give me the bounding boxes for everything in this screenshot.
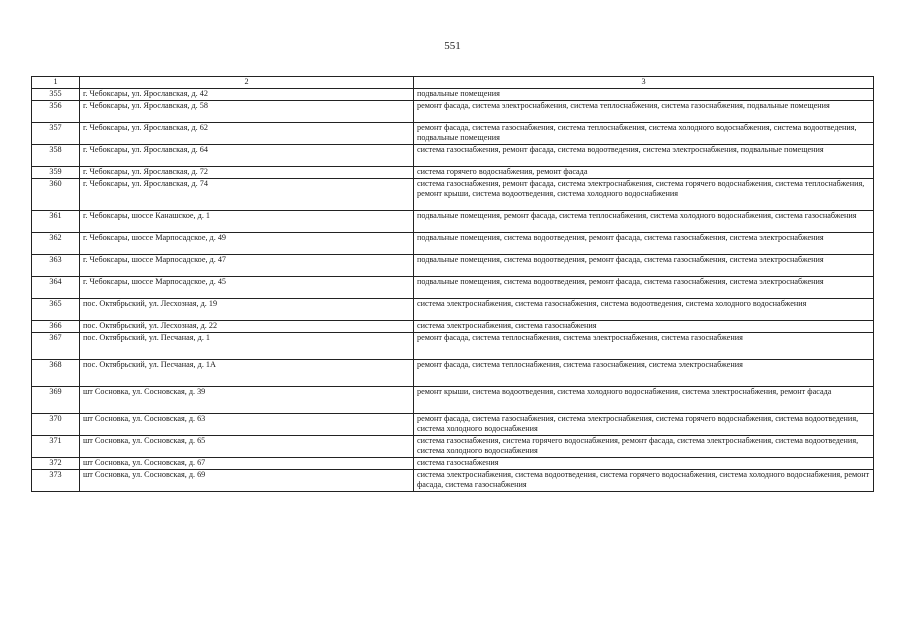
column-header-address: 2 xyxy=(80,77,414,89)
row-address: г. Чебоксары, ул. Ярославская, д. 62 xyxy=(80,123,414,145)
row-address: г. Чебоксары, ул. Ярославская, д. 42 xyxy=(80,89,414,101)
row-works: подвальные помещения xyxy=(414,89,874,101)
row-number: 373 xyxy=(32,470,80,492)
table-row xyxy=(32,387,874,414)
row-address: г. Чебоксары, шоссе Марпосадское, д. 45 xyxy=(80,277,414,299)
table-row xyxy=(32,470,874,492)
row-works: подвальные помещения, система водоотведения, ремонт фасада, система газоснабжения, система электроснабжения xyxy=(414,277,874,299)
table-row xyxy=(32,321,874,333)
row-address: шт Сосновка, ул. Сосновская, д. 39 xyxy=(80,387,414,414)
row-number: 358 xyxy=(32,145,80,167)
row-works: ремонт фасада, система теплоснабжения, система электроснабжения, система газоснабжения xyxy=(414,333,874,360)
row-address: г. Чебоксары, ул. Ярославская, д. 74 xyxy=(80,179,414,211)
row-number: 356 xyxy=(32,101,80,123)
row-works: система газоснабжения xyxy=(414,458,874,470)
row-address: г. Чебоксары, шоссе Марпосадское, д. 49 xyxy=(80,233,414,255)
table-row xyxy=(32,101,874,123)
row-number: 355 xyxy=(32,89,80,101)
row-works: ремонт крыши, система водоотведения, система холодного водоснабжения, система электроснабжения, ремонт фасада xyxy=(414,387,874,414)
row-address: г. Чебоксары, шоссе Канашское, д. 1 xyxy=(80,211,414,233)
table-row xyxy=(32,255,874,277)
column-header-number: 1 xyxy=(32,77,80,89)
row-address: пос. Октябрьский, ул. Лесхозная, д. 22 xyxy=(80,321,414,333)
row-number: 372 xyxy=(32,458,80,470)
table-row xyxy=(32,333,874,360)
table-row xyxy=(32,145,874,167)
row-number: 367 xyxy=(32,333,80,360)
row-works: подвальные помещения, система водоотведения, ремонт фасада, система газоснабжения, система электроснабжения xyxy=(414,255,874,277)
row-address: пос. Октябрьский, ул. Песчаная, д. 1 xyxy=(80,333,414,360)
table-header-row xyxy=(32,77,874,89)
row-works: система газоснабжения, система горячего водоснабжения, ремонт фасада, система электроснабжения, система водоотведения, система холодного водоснабжения xyxy=(414,436,874,458)
table-row xyxy=(32,179,874,211)
row-works: система электроснабжения, система газоснабжения, система водоотведения, система холодного водоснабжения xyxy=(414,299,874,321)
row-number: 357 xyxy=(32,123,80,145)
page-number: 551 xyxy=(444,40,461,52)
row-number: 366 xyxy=(32,321,80,333)
row-address: г. Чебоксары, ул. Ярославская, д. 72 xyxy=(80,167,414,179)
row-number: 363 xyxy=(32,255,80,277)
table-row xyxy=(32,89,874,101)
row-address: шт Сосновка, ул. Сосновская, д. 69 xyxy=(80,470,414,492)
column-header-works: 3 xyxy=(414,77,874,89)
table-row xyxy=(32,360,874,387)
row-number: 362 xyxy=(32,233,80,255)
row-address: пос. Октябрьский, ул. Песчаная, д. 1А xyxy=(80,360,414,387)
table-row xyxy=(32,167,874,179)
row-address: г. Чебоксары, ул. Ярославская, д. 64 xyxy=(80,145,414,167)
row-works: система газоснабжения, ремонт фасада, система электроснабжения, система горячего водоснабжения, система теплоснабжения, ремонт крыши, система водоотведения, система холодного водоснабжения xyxy=(414,179,874,211)
table-row xyxy=(32,123,874,145)
row-number: 360 xyxy=(32,179,80,211)
row-number: 364 xyxy=(32,277,80,299)
table-row xyxy=(32,233,874,255)
table-row xyxy=(32,458,874,470)
row-works: подвальные помещения, система водоотведения, ремонт фасада, система газоснабжения, система электроснабжения xyxy=(414,233,874,255)
row-address: г. Чебоксары, шоссе Марпосадское, д. 47 xyxy=(80,255,414,277)
row-address: г. Чебоксары, ул. Ярославская, д. 58 xyxy=(80,101,414,123)
table-row xyxy=(32,277,874,299)
registry-table xyxy=(31,76,874,492)
table-row xyxy=(32,414,874,436)
row-number: 368 xyxy=(32,360,80,387)
table-row xyxy=(32,211,874,233)
row-works: подвальные помещения, ремонт фасада, система теплоснабжения, система холодного водоснабжения, система газоснабжения xyxy=(414,211,874,233)
row-number: 361 xyxy=(32,211,80,233)
row-works: ремонт фасада, система теплоснабжения, система газоснабжения, система электроснабжения xyxy=(414,360,874,387)
row-number: 359 xyxy=(32,167,80,179)
row-number: 365 xyxy=(32,299,80,321)
row-address: шт Сосновка, ул. Сосновская, д. 63 xyxy=(80,414,414,436)
row-number: 369 xyxy=(32,387,80,414)
row-works: система газоснабжения, ремонт фасада, система водоотведения, система электроснабжения, подвальные помещения xyxy=(414,145,874,167)
row-address: шт Сосновка, ул. Сосновская, д. 67 xyxy=(80,458,414,470)
table-row xyxy=(32,299,874,321)
row-works: система электроснабжения, система водоотведения, система горячего водоснабжения, система холодного водоснабжения, ремонт фасада, система газоснабжения xyxy=(414,470,874,492)
row-works: ремонт фасада, система газоснабжения, система теплоснабжения, система холодного водоснабжения, система водоотведения, подвальные помещения xyxy=(414,123,874,145)
row-works: система горячего водоснабжения, ремонт фасада xyxy=(414,167,874,179)
row-works: ремонт фасада, система газоснабжения, система электроснабжения, система горячего водоснабжения, система водоотведения, система холодного водоснабжения xyxy=(414,414,874,436)
row-number: 370 xyxy=(32,414,80,436)
row-address: шт Сосновка, ул. Сосновская, д. 65 xyxy=(80,436,414,458)
row-works: система электроснабжения, система газоснабжения xyxy=(414,321,874,333)
row-works: ремонт фасада, система электроснабжения, система теплоснабжения, система газоснабжения, подвальные помещения xyxy=(414,101,874,123)
table-row xyxy=(32,436,874,458)
row-number: 371 xyxy=(32,436,80,458)
row-address: пос. Октябрьский, ул. Лесхозная, д. 19 xyxy=(80,299,414,321)
